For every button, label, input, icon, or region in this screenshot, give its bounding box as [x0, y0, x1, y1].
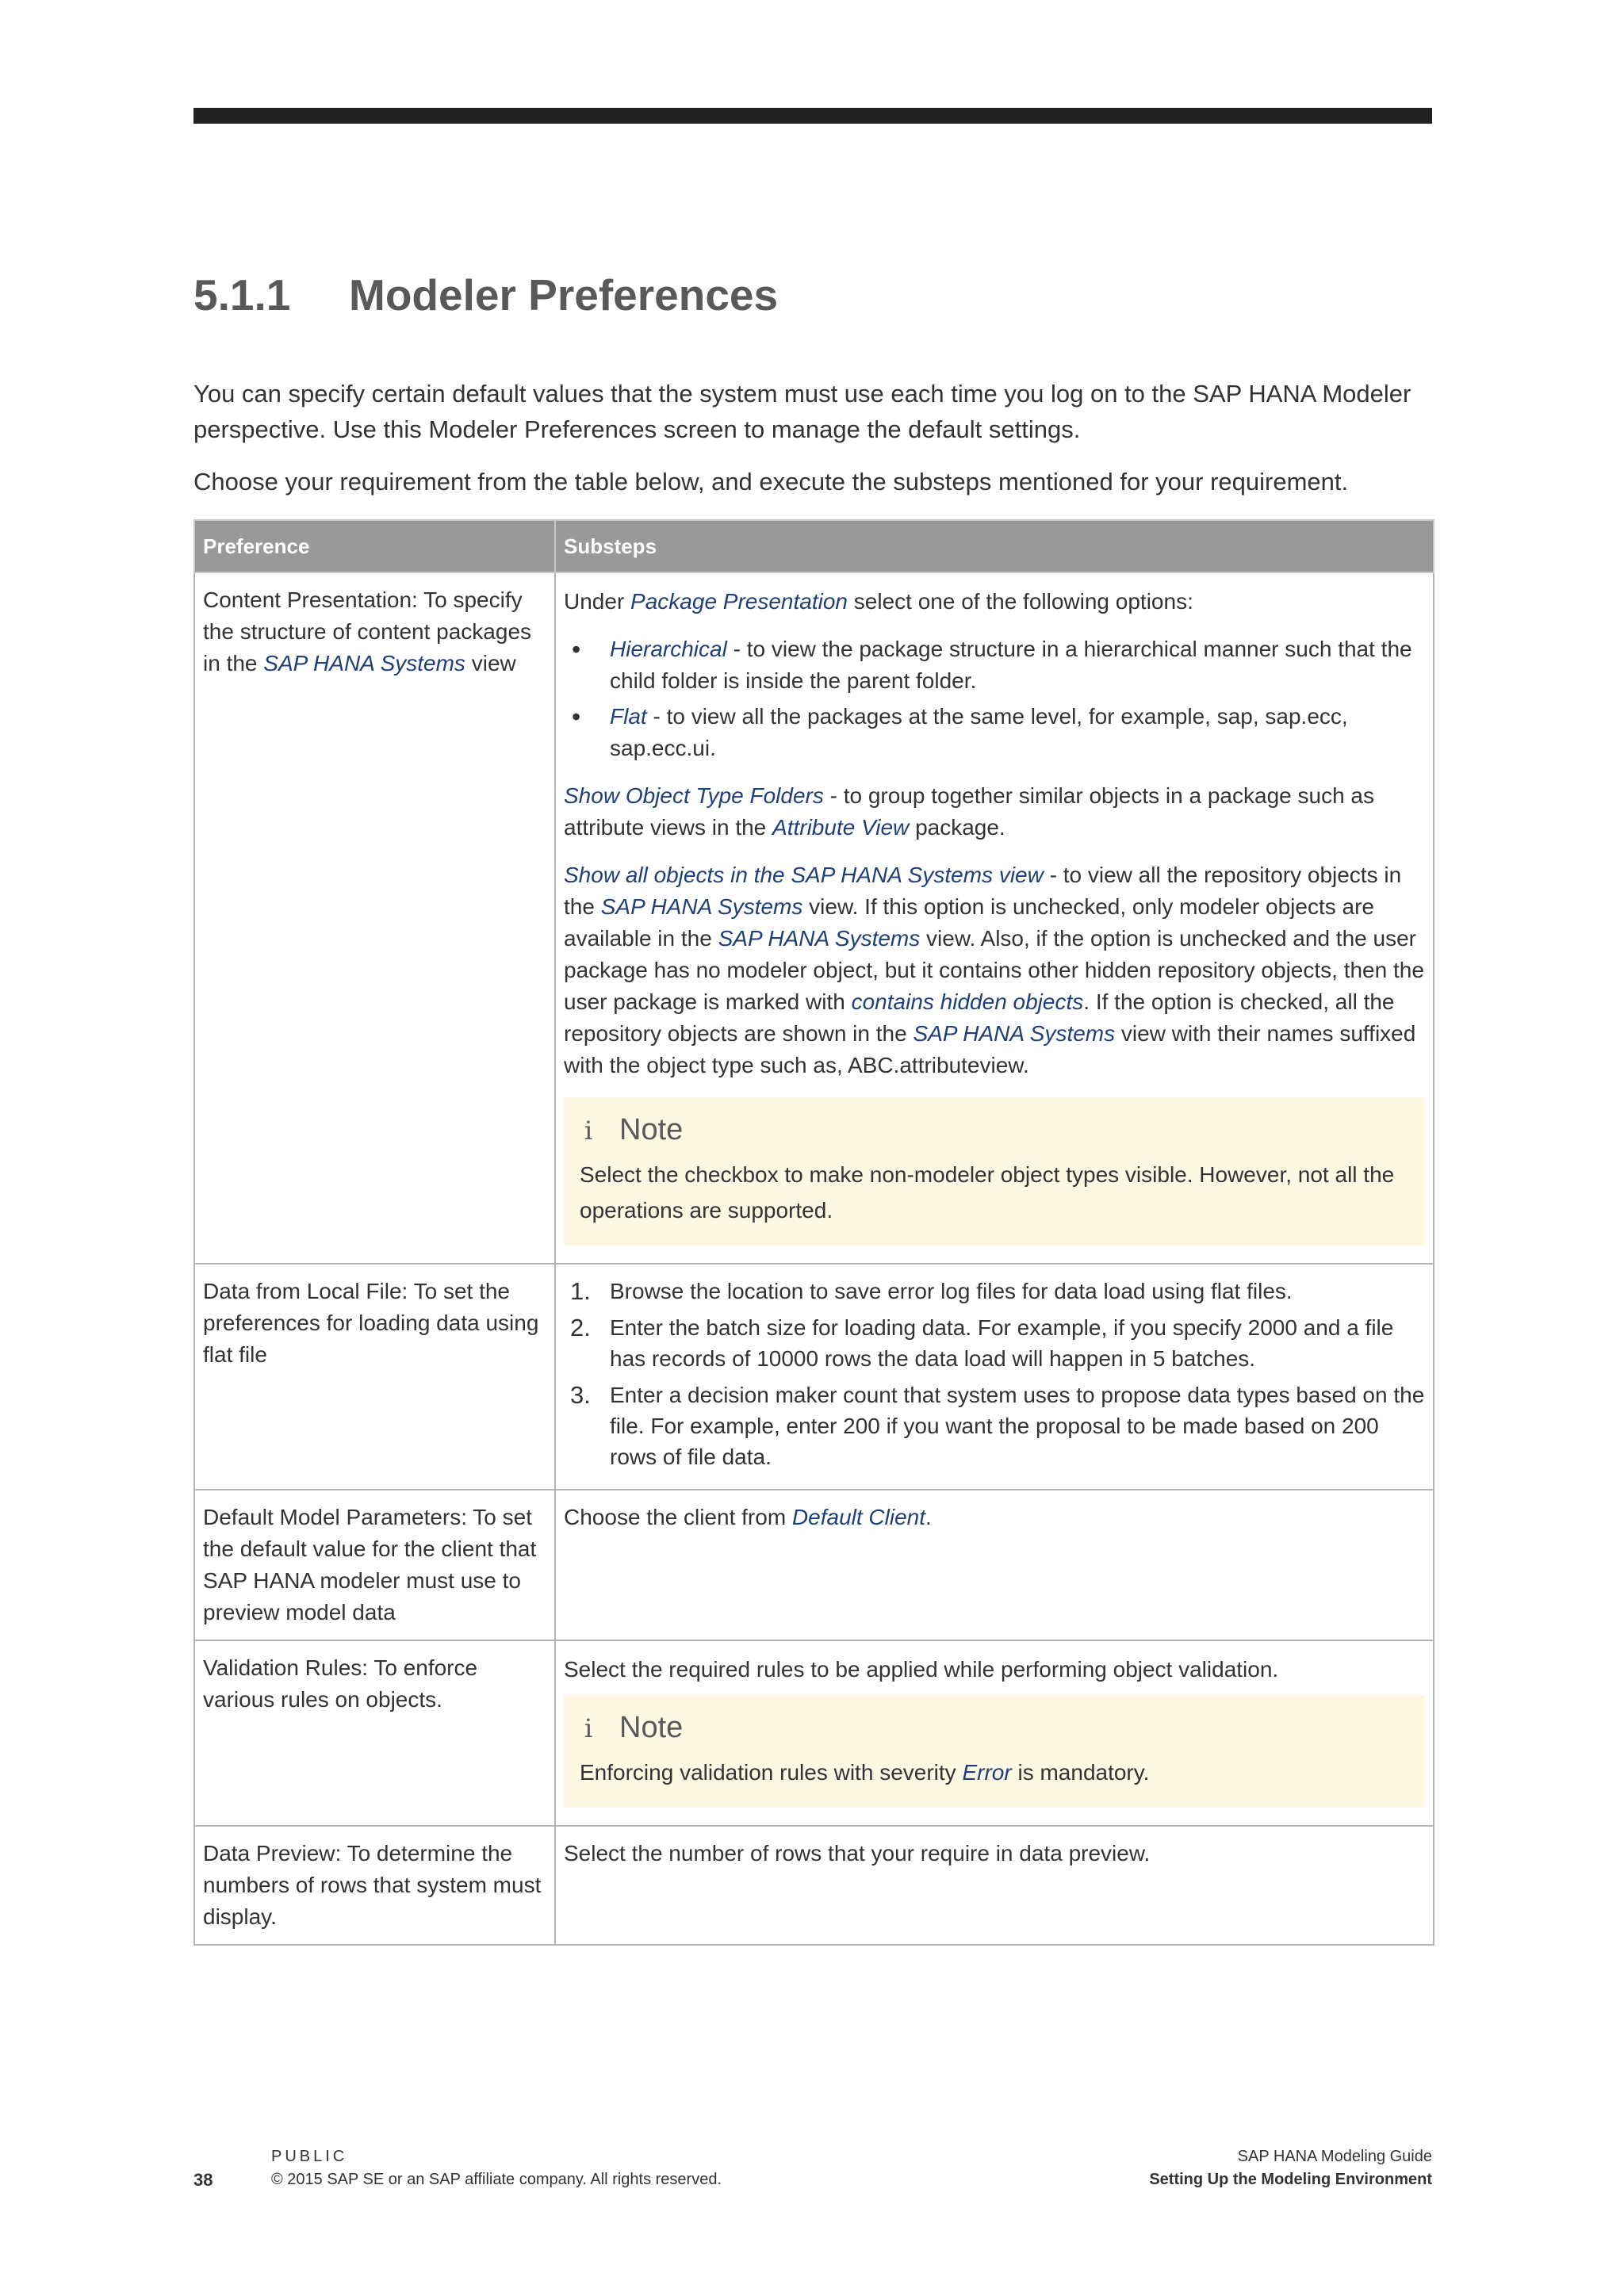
text-fragment: . If the option is checked, all the repository objects are shown in the: [564, 989, 1395, 1046]
info-icon: i: [584, 1115, 593, 1146]
note-title: Note: [619, 1113, 684, 1146]
step-text: Browse the location to save error log files for data load using flat files.: [610, 1279, 1293, 1303]
show-object-type-folders-link: Show Object Type Folders: [564, 783, 824, 808]
step-text: Enter the batch size for loading data. For example, if you specify 2000 and a file has records of 10000 rows the data load will happen in 5 batches.: [610, 1315, 1394, 1371]
package-presentation-text: [564, 586, 1425, 618]
text-fragment: view with their names suffixed with the object type such as, ABC.attributeview.: [564, 1021, 1416, 1077]
note-body: [580, 1755, 1409, 1790]
footer-right: [1149, 2145, 1432, 2191]
table-row: [194, 1640, 1434, 1826]
info-icon: i: [584, 1713, 593, 1743]
intro-text: [193, 376, 1462, 516]
preferences-table: [193, 519, 1434, 1946]
text-fragment: package.: [915, 815, 1005, 840]
note-box: [564, 1695, 1425, 1808]
text-fragment: select one of the following options:: [853, 589, 1193, 614]
substeps-cell: [555, 1490, 1434, 1640]
step-number: 3.: [570, 1381, 591, 1409]
show-object-type-folders-text: [564, 780, 1425, 844]
section-title: Modeler Preferences: [349, 270, 779, 320]
attribute-view-link: Attribute View: [772, 815, 910, 840]
bullet-icon: •: [572, 702, 581, 731]
note-title: Note: [619, 1711, 684, 1744]
header-substeps: Substeps: [555, 520, 1434, 572]
text-fragment: Enforcing validation rules with severity: [580, 1760, 956, 1785]
default-client-link: Default Client: [791, 1505, 926, 1529]
sap-hana-systems-link: SAP HANA Systems: [600, 894, 803, 919]
substeps-cell: [555, 1264, 1434, 1490]
step-text: Enter a decision maker count that system uses to propose data types based on the file. For example, enter 200 if you want the proposal to be made based on 200 rows of file data.: [610, 1383, 1425, 1469]
classification-label: PUBLIC: [271, 2148, 348, 2165]
steps-list: [564, 1276, 1425, 1472]
preference-cell: Validation Rules: To enforce various rules on objects.: [194, 1640, 555, 1826]
header-preference: Preference: [194, 520, 555, 572]
preference-cell: Default Model Parameters: To set the default value for the client that SAP HANA modeler must use to preview model data: [194, 1490, 555, 1640]
show-all-objects-text: [564, 859, 1425, 1081]
note-body: Select the checkbox to make non-modeler object types visible. However, not all the operations are supported.: [580, 1162, 1395, 1223]
step-number: 1.: [570, 1277, 591, 1305]
text-fragment: view. Also, if the option is unchecked and the user package has no modeler object, but it contains other hidden repository objects, then the user package is marked with: [564, 926, 1424, 1014]
copyright-text: © 2015 SAP SE or an SAP affiliate company. All rights reserved.: [271, 2171, 722, 2188]
table-header-row: [194, 520, 1434, 572]
step-number: 2.: [570, 1314, 591, 1341]
text-fragment: - to group together similar objects in a package such as attribute views in the: [564, 783, 1374, 840]
text-fragment: is mandatory.: [1017, 1760, 1150, 1785]
hierarchical-option: Hierarchical: [610, 637, 727, 661]
table-row: [194, 572, 1434, 1264]
text-fragment: view. If this option is unchecked, only modeler objects are available in the: [564, 894, 1374, 951]
substeps-cell: Select the number of rows that your require in data preview.: [555, 1826, 1434, 1945]
substeps-cell: [555, 572, 1434, 1264]
top-rule: [193, 108, 1432, 124]
sap-hana-systems-link: SAP HANA Systems: [718, 926, 921, 951]
sap-hana-systems-link: SAP HANA Systems: [913, 1021, 1116, 1046]
preference-cell: Data Preview: To determine the numbers of rows that system must display.: [194, 1826, 555, 1945]
list-item: [564, 633, 1425, 697]
section-number: 5.1.1: [193, 270, 291, 320]
options-list: [564, 633, 1425, 764]
contains-hidden-objects-link: contains hidden objects: [851, 989, 1084, 1014]
list-item: [564, 1312, 1425, 1374]
list-item: [564, 701, 1425, 764]
text-fragment: - to view the package structure in a hierarchical manner such that the child folder is inside the parent folder.: [610, 637, 1412, 693]
preference-text: Content Presentation: To specify the structure of content packages in the: [203, 587, 532, 675]
page-number: 38: [193, 2170, 213, 2190]
package-presentation-link: Package Presentation: [630, 589, 848, 614]
show-all-objects-link: Show all objects in the SAP HANA Systems view: [564, 863, 1044, 887]
text-fragment: Choose the client from: [564, 1505, 787, 1529]
intro-paragraph-1: You can specify certain default values that the system must use each time you log on to the SAP HANA Modeler perspective. Use this Modeler Preferences screen to manage the default settings.: [193, 380, 1411, 443]
substeps-cell: [555, 1640, 1434, 1826]
note-header: [580, 1108, 1409, 1152]
flat-option: Flat: [610, 704, 647, 729]
chapter-title: Setting Up the Modeling Environment: [1149, 2171, 1432, 2188]
preference-link: SAP HANA Systems: [263, 651, 465, 675]
text-fragment: Under: [564, 589, 625, 614]
text-fragment: - to view all the packages at the same level, for example, sap, sap.ecc, sap.ecc.ui.: [610, 704, 1348, 760]
preference-text-after: view: [471, 651, 516, 675]
bullet-icon: •: [572, 635, 581, 664]
note-header: [580, 1706, 1409, 1750]
table-row: [194, 1490, 1434, 1640]
error-severity-link: Error: [962, 1760, 1012, 1785]
list-item: [564, 1276, 1425, 1307]
table-row: [194, 1826, 1434, 1945]
list-item: [564, 1380, 1425, 1472]
text-fragment: .: [925, 1505, 932, 1529]
intro-paragraph-2: Choose your requirement from the table below, and execute the substeps mentioned for your requirement.: [193, 468, 1349, 496]
validation-text: Select the required rules to be applied while performing object validation.: [564, 1657, 1279, 1682]
note-box: [564, 1097, 1425, 1246]
table-row: [194, 1264, 1434, 1490]
text-fragment: - to view all the repository objects in the: [564, 863, 1402, 919]
preference-cell: [194, 572, 555, 1264]
section-heading: [193, 270, 778, 320]
guide-title: SAP HANA Modeling Guide: [1237, 2148, 1432, 2165]
footer-left: [271, 2145, 722, 2191]
preference-cell: Data from Local File: To set the preferences for loading data using flat file: [194, 1264, 555, 1490]
